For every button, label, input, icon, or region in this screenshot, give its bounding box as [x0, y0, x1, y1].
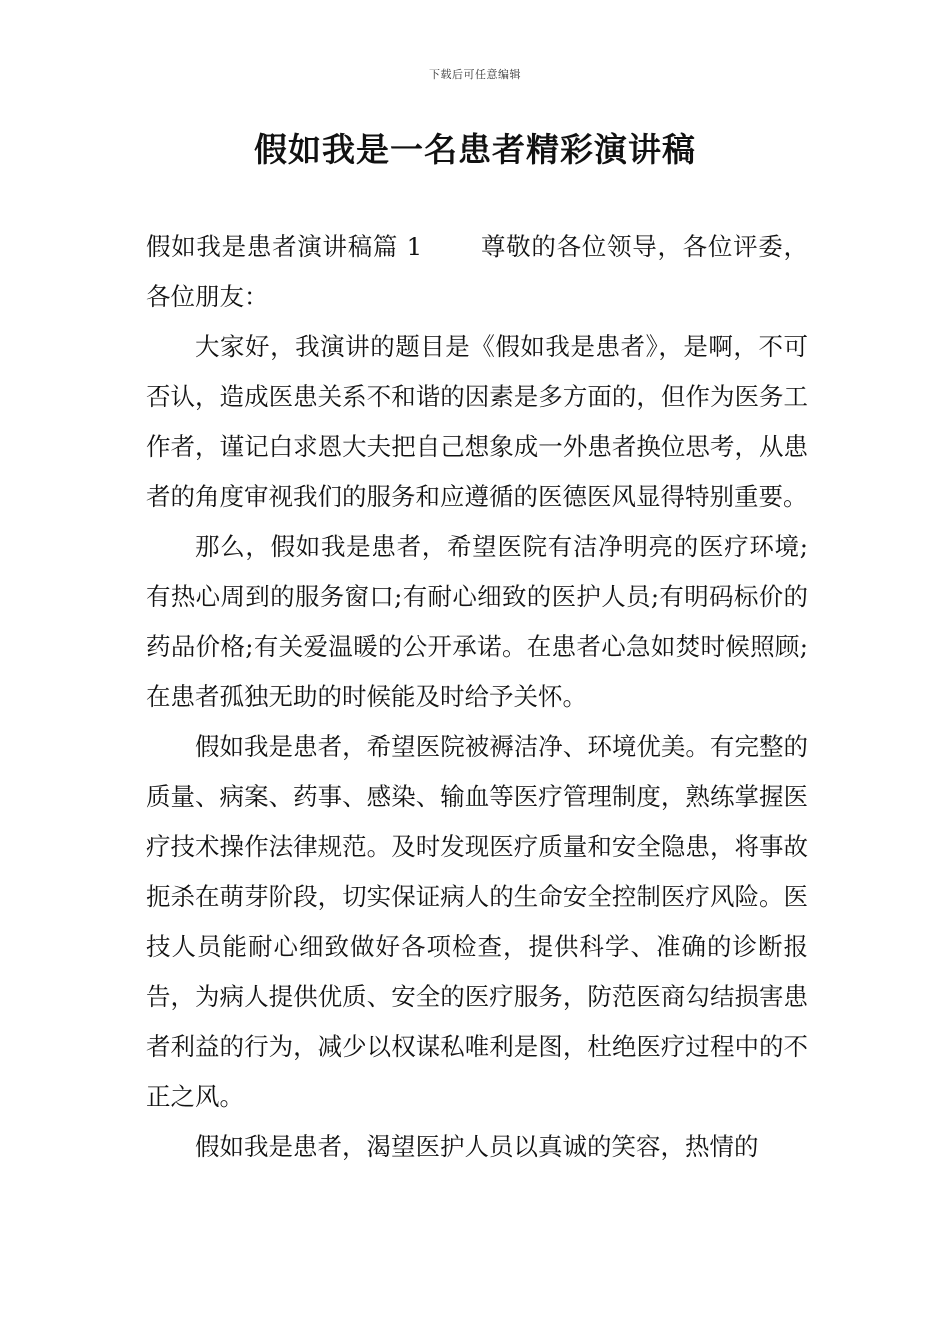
paragraph-4: 假如我是患者，渴望医护人员以真诚的笑容，热情的 — [195, 1132, 759, 1161]
paragraph-2: 那么，假如我是患者，希望医院有洁净明亮的医疗环境;有热心周到的服务窗口;有耐心细致的医护人员;有明码标价的药品价格;有关爱温暖的公开承诺。在患者心急如焚时候照顾;在患者孤独无助的时候能及时给予关怀。 — [146, 532, 808, 711]
header-note: 下载后可任意编辑 — [429, 68, 521, 81]
intro-label: 假如我是患者演讲稿篇 1 — [146, 232, 423, 261]
paragraph-3: 假如我是患者，希望医院被褥洁净、环境优美。有完整的质量、病案、药事、感染、输血等医疗管理制度，熟练掌握医疗技术操作法律规范。及时发现医疗质量和安全隐患，将事故扼杀在萌芽阶段，切实保证病人的生命安全控制医疗风险。医技人员能耐心细致做好各项检查，提供科学、准确的诊断报告，为病人提供优质、安全的医疗服务，防范医商勾结损害患者利益的行为，减少以权谋私唯利是图，杜绝医疗过程中的不正之风。 — [146, 732, 808, 1111]
document-body — [146, 222, 808, 1172]
intro-paragraph — [146, 222, 808, 322]
paragraph-1: 大家好，我演讲的题目是《假如我是患者》，是啊，不可否认，造成医患关系不和谐的因素是多方面的，但作为医务工作者，谨记白求恩大夫把自己想象成一外患者换位思考，从患者的角度审视我们的服务和应遵循的医德医风显得特别重要。 — [146, 332, 808, 511]
intro-text: 尊敬的各位领导，各位评委，各位朋友： — [146, 232, 809, 311]
page-title: 假如我是一名患者精彩演讲稿 — [254, 130, 696, 169]
